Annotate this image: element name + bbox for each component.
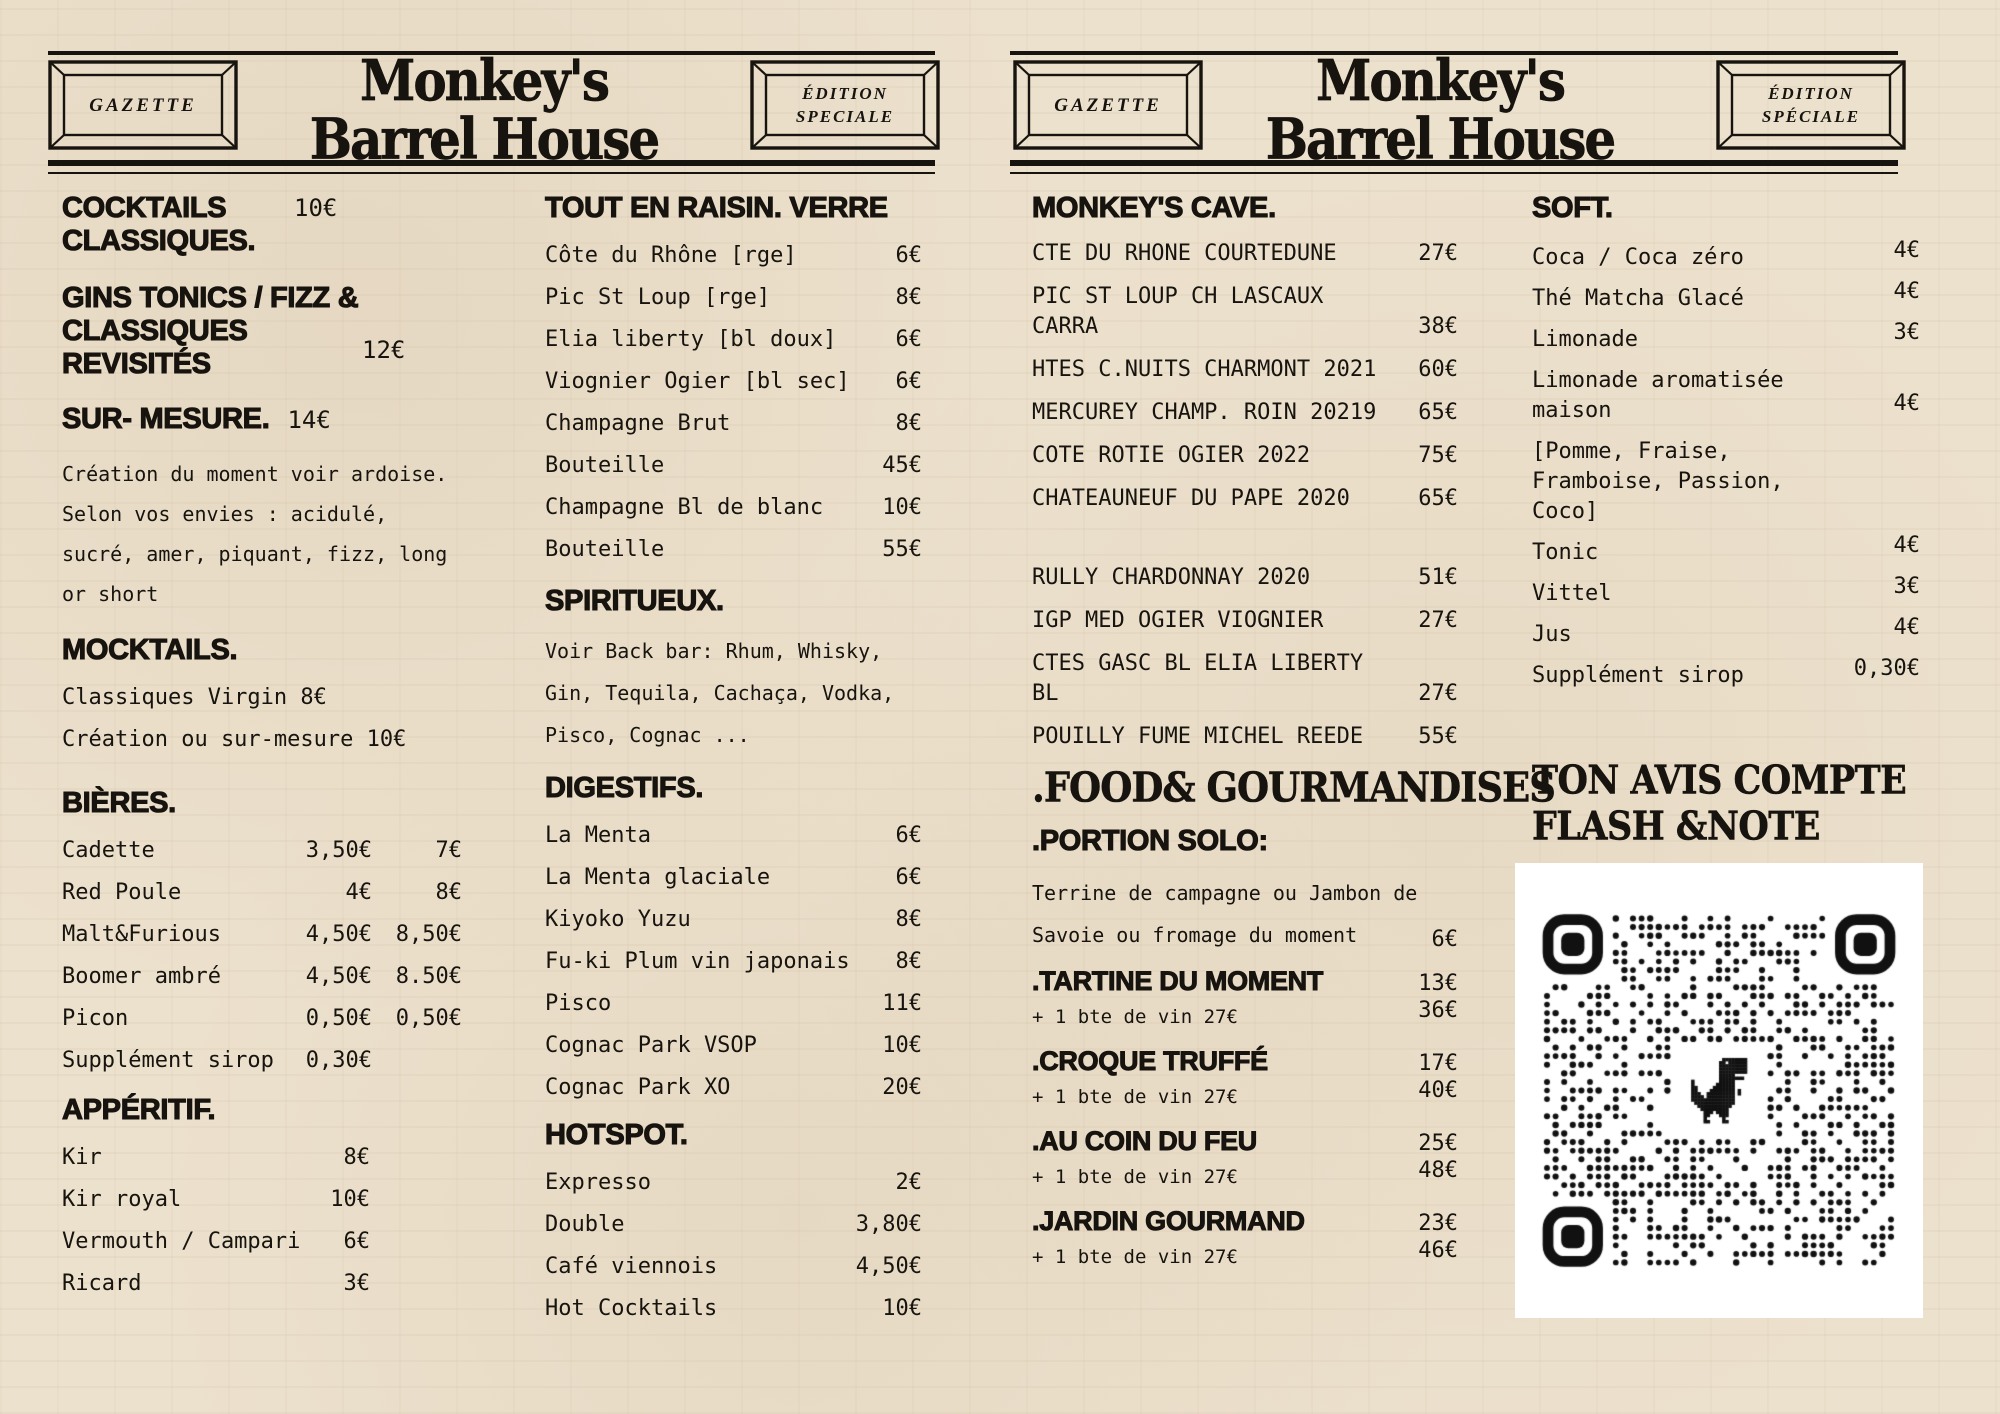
section-heading-raisin: TOUT EN RAISIN. VERRE: [545, 192, 888, 224]
item-name: Jus: [1532, 622, 1572, 647]
dish-block: [1032, 1204, 1458, 1270]
section-heading-digestifs: DIGESTIFS.: [545, 772, 704, 804]
column-cocktails: [62, 192, 462, 1311]
item-price: 3€: [1893, 574, 1920, 599]
item-price: 60€: [1418, 357, 1458, 382]
dish-sub-row: [1032, 1078, 1458, 1110]
dishes-list: [1032, 964, 1458, 1270]
item-price: 8€: [343, 1145, 370, 1170]
item-name: Supplément sirop: [62, 1048, 274, 1073]
digestifs-list: [545, 821, 922, 1103]
item-price: 51€: [1418, 565, 1458, 590]
item-price: 8€: [895, 285, 922, 310]
column-vins-spiritueux: [545, 192, 922, 1336]
item-price: 75€: [1418, 443, 1458, 468]
item-price-large: 7€: [435, 838, 462, 863]
item-name: Pic St Loup [rge]: [545, 285, 771, 310]
raisin-list: [545, 241, 922, 565]
item-name: Coca / Coca zéro: [1532, 245, 1744, 270]
section-price: 14€: [287, 406, 331, 434]
menu-item-row: [545, 1031, 922, 1061]
item-name: La Menta: [545, 823, 651, 848]
item-price: 10€: [882, 1033, 922, 1058]
item-name: Malt&Furious: [62, 922, 221, 947]
item-price: 27€: [1418, 241, 1458, 266]
menu-item-row: [62, 1046, 462, 1076]
item-name: Picon: [62, 1006, 129, 1031]
item-name: Vittel: [1532, 581, 1612, 606]
item-name: PIC ST LOUP CH LASCAUX CARRA: [1032, 284, 1324, 339]
item-name: CTE DU RHONE COURTEDUNE: [1032, 241, 1337, 266]
item-price: 2€: [895, 1170, 922, 1195]
menu-item-row: [1532, 320, 1920, 355]
item-name: Expresso: [545, 1170, 651, 1195]
cave-list-white: [1032, 563, 1458, 752]
gazette-badge-left: [48, 60, 238, 150]
item-name: Red Poule: [62, 880, 182, 905]
avis-heading: [1532, 757, 1908, 849]
item-price: 27€: [1418, 681, 1458, 706]
item-price-large: 0,50€: [395, 1006, 462, 1031]
spacer: [1032, 527, 1458, 563]
dish-row: [1032, 1044, 1458, 1078]
dish-sub-row: [1032, 998, 1458, 1030]
item-price: 10€: [330, 1187, 370, 1212]
page-title-right: [1210, 47, 1670, 172]
portion-solo-item: [1032, 872, 1458, 956]
dish-name: .TARTINE DU MOMENT: [1032, 966, 1324, 996]
dish-sub-text: + 1 bte de vin 27€: [1032, 1006, 1238, 1028]
item-price-large: 8,50€: [395, 922, 462, 947]
item-name: Champagne Brut: [545, 411, 731, 436]
item-price: 10€: [882, 1296, 922, 1321]
menu-item-row: [545, 989, 922, 1019]
menu-item-row: [545, 947, 922, 977]
dish-sub-row: [1032, 1238, 1458, 1270]
badge-line1: ÉDITION: [1768, 84, 1854, 103]
item-name: Hot Cocktails: [545, 1296, 718, 1321]
section-heading-bieres: BIÈRES.: [62, 787, 176, 819]
item-name: Bouteille: [545, 537, 665, 562]
title-line2: Barrel House: [1265, 105, 1615, 172]
menu-item-row: [545, 1210, 922, 1240]
item-price: 3€: [1893, 320, 1920, 345]
item-name: Cognac Park XO: [545, 1075, 731, 1100]
item-name: Kir royal: [62, 1187, 182, 1212]
menu-item-row: [62, 836, 462, 866]
item-price-small: 0,50€: [305, 1006, 372, 1031]
item-price: 3€: [343, 1271, 370, 1296]
item-price: 6€: [895, 369, 922, 394]
item-name: MERCUREY CHAMP. ROIN 20219: [1032, 400, 1377, 425]
dish-sub-price: 46€: [1418, 1238, 1458, 1263]
menu-item-row: [545, 905, 922, 935]
spiritueux-description: Voir Back bar: Rhum, Whisky, Gin, Tequila, Cachaça, Vodka, Pisco, Cognac ...: [545, 639, 895, 747]
dish-name: .CROQUE TRUFFÉ: [1032, 1046, 1268, 1076]
menu-item-row: [1032, 239, 1458, 269]
item-price-small: 4€: [345, 880, 372, 905]
item-price: 6€: [895, 823, 922, 848]
hotspot-list: [545, 1168, 922, 1324]
item-name: Supplément sirop: [1532, 663, 1744, 688]
item-name: Limonade: [1532, 327, 1638, 352]
avis-line1: TON AVIS COMPTE: [1532, 757, 1907, 804]
section-sur-mesure: [62, 403, 462, 436]
dish-sub-price: 48€: [1418, 1158, 1458, 1183]
menu-item-row: [1032, 398, 1458, 428]
dish-sub-text: + 1 bte de vin 27€: [1032, 1246, 1238, 1268]
item-name: Boomer ambré: [62, 964, 221, 989]
header-bottom-thin-rule-left: [48, 172, 935, 174]
section-heading: COCKTAILS CLASSIQUES.: [62, 192, 256, 257]
item-price: 45€: [882, 453, 922, 478]
item-name: COTE ROTIE OGIER 2022: [1032, 443, 1311, 468]
menu-item-row: [1032, 649, 1458, 709]
menu-item-row: [1532, 533, 1920, 568]
item-name: La Menta glaciale: [545, 865, 771, 890]
menu-item-row: [545, 367, 922, 397]
section-gins-tonics: [62, 282, 462, 381]
menu-item-row: [62, 1185, 370, 1215]
item-name: Côte du Rhône [rge]: [545, 243, 797, 268]
section-heading: SUR- MESURE.: [62, 403, 270, 435]
item-name: IGP MED OGIER VIOGNIER: [1032, 608, 1324, 633]
section-heading-spiritueux: SPIRITUEUX.: [545, 585, 724, 617]
menu-item-row: [1032, 722, 1458, 752]
dish-block: [1032, 1044, 1458, 1110]
section-heading-portion-solo: .PORTION SOLO:: [1032, 825, 1268, 857]
item-name: CTES GASC BL ELIA LIBERTY BL: [1032, 651, 1364, 706]
item-price: 6€: [1431, 927, 1458, 952]
menu-item-row: [1032, 441, 1458, 471]
item-price-large: 8.50€: [395, 964, 462, 989]
item-name: Champagne Bl de blanc: [545, 495, 824, 520]
dish-sub-text: + 1 bte de vin 27€: [1032, 1166, 1238, 1188]
edition-badge-left: [750, 60, 940, 150]
page-title-left: [254, 47, 714, 172]
dish-price: 17€: [1418, 1051, 1458, 1076]
menu-item-row: [1532, 366, 1920, 426]
item-price-small: 3,50€: [305, 838, 372, 863]
menu-item-row: [545, 821, 922, 851]
item-name: Limonade aromatisée maison: [1532, 368, 1784, 423]
menu-item-row: [545, 1252, 922, 1282]
menu-item-row: [1032, 484, 1458, 514]
item-price: 4,50€: [855, 1254, 922, 1279]
item-price: 4€: [1893, 615, 1920, 640]
avis-line2: FLASH &NOTE: [1532, 803, 1820, 850]
item-price: 6€: [343, 1229, 370, 1254]
badge-line1: ÉDITION: [802, 84, 888, 103]
section-heading-cave: MONKEY'S CAVE.: [1032, 192, 1276, 224]
menu-item-row: [62, 920, 462, 950]
dish-sub-price: 40€: [1418, 1078, 1458, 1103]
menu-item-row: [1532, 238, 1920, 273]
item-price: 55€: [882, 537, 922, 562]
menu-item-row: [1532, 615, 1920, 650]
item-name: Cognac Park VSOP: [545, 1033, 757, 1058]
item-price-small: 4,50€: [305, 964, 372, 989]
item-price: 55€: [1418, 724, 1458, 749]
item-name: Elia liberty [bl doux]: [545, 327, 837, 352]
menu-item-row: [1532, 656, 1920, 691]
column-soft-avis: [1532, 192, 1920, 850]
dish-name: .JARDIN GOURMAND: [1032, 1206, 1305, 1236]
mocktail-line: Création ou sur-mesure 10€: [62, 727, 407, 752]
menu-item-row: [545, 241, 922, 271]
item-name: Fu-ki Plum vin japonais: [545, 949, 850, 974]
dish-row: [1032, 1124, 1458, 1158]
dish-price: 25€: [1418, 1131, 1458, 1156]
section-heading-hotspot: HOTSPOT.: [545, 1119, 688, 1151]
section-heading-apperitif: APPÉRITIF.: [62, 1094, 216, 1126]
item-price: 8€: [895, 949, 922, 974]
edition-badge-right: [1716, 60, 1906, 150]
dish-row: [1032, 964, 1458, 998]
title-line2: Barrel House: [309, 105, 659, 172]
item-name: Tonic: [1532, 540, 1599, 565]
item-price: 4€: [1893, 533, 1920, 558]
item-price: 3,80€: [855, 1212, 922, 1237]
item-price: 6€: [895, 243, 922, 268]
qr-code-card: [1515, 863, 1923, 1318]
section-heading: GINS TONICS / FIZZ & CLASSIQUES REVISITÉS: [62, 282, 359, 380]
menu-item-row: [545, 1073, 922, 1103]
item-price: 6€: [895, 327, 922, 352]
menu-item-row: [545, 1294, 922, 1324]
item-name: CHATEAUNEUF DU PAPE 2020: [1032, 486, 1350, 511]
menu-item-row: [545, 283, 922, 313]
menu-item-row: [62, 1004, 462, 1034]
badge-label: GAZETTE: [89, 94, 197, 116]
dish-price: 23€: [1418, 1211, 1458, 1236]
dish-sub-row: [1032, 1158, 1458, 1190]
item-price: 6€: [895, 865, 922, 890]
item-name: Vermouth / Campari: [62, 1229, 301, 1254]
menu-item-row: [1032, 355, 1458, 385]
item-name: Bouteille: [545, 453, 665, 478]
menu-item-row: [545, 1168, 922, 1198]
section-price: 12€: [362, 336, 406, 364]
cave-list-red: [1032, 239, 1458, 514]
item-name: Double: [545, 1212, 625, 1237]
item-price: 65€: [1418, 400, 1458, 425]
badge-label: GAZETTE: [1054, 94, 1162, 116]
item-name: HTES C.NUITS CHARMONT 2021: [1032, 357, 1377, 382]
menu-item-row: [545, 451, 922, 481]
menu-item-row: [1532, 279, 1920, 314]
item-name: RULLY CHARDONNAY 2020: [1032, 565, 1311, 590]
item-name: Kir: [62, 1145, 102, 1170]
mocktails-lines: [62, 677, 462, 761]
item-name: Kiyoko Yuzu: [545, 907, 691, 932]
item-price-small: 4,50€: [305, 922, 372, 947]
title-line1: Monkey's: [359, 47, 608, 114]
item-name: Thé Matcha Glacé: [1532, 286, 1744, 311]
menu-item-row: [1032, 282, 1458, 342]
item-price: 20€: [882, 1075, 922, 1100]
menu-item-row: [62, 1269, 370, 1299]
item-price: 10€: [882, 495, 922, 520]
item-price: 11€: [882, 991, 922, 1016]
item-price-large: 8€: [435, 880, 462, 905]
food-gourmandises-heading: .FOOD& GOURMANDISES: [1032, 762, 1555, 812]
menu-item-row: [545, 535, 922, 565]
dish-sub-text: + 1 bte de vin 27€: [1032, 1086, 1238, 1108]
item-name: POUILLY FUME MICHEL REEDE: [1032, 724, 1364, 749]
menu-item-row: [62, 878, 462, 908]
section-heading-soft: SOFT.: [1532, 192, 1613, 224]
item-price: 0,30€: [1853, 656, 1920, 681]
dish-block: [1032, 964, 1458, 1030]
section-price: 10€: [294, 194, 338, 222]
sur-mesure-description: Création du moment voir ardoise. Selon vos envies : acidulé, sucré, amer, piquant, fizz, long or short: [62, 462, 448, 606]
dish-sub-price: 36€: [1418, 998, 1458, 1023]
menu-item-row: [1532, 437, 1920, 527]
dish-block: [1032, 1124, 1458, 1190]
menu-item-row: [1032, 563, 1458, 593]
item-name: Pisco: [545, 991, 612, 1016]
item-price: 4€: [1893, 391, 1920, 416]
item-name: Café viennois: [545, 1254, 718, 1279]
menu-item-row: [62, 1227, 370, 1257]
menu-item-row: [545, 493, 922, 523]
menu-item-row: [1532, 574, 1920, 609]
dish-price: 13€: [1418, 971, 1458, 996]
item-price: 4€: [1893, 238, 1920, 263]
item-price: 8€: [895, 907, 922, 932]
soft-list: [1532, 238, 1920, 691]
header-bottom-thin-rule-right: [1010, 172, 1898, 174]
menu-item-row: [62, 962, 462, 992]
badge-line2: SPÉCIALE: [1761, 107, 1861, 126]
gazette-badge-right: [1013, 60, 1203, 150]
badge-line2: SPECIALE: [795, 107, 895, 126]
item-price: 4€: [1893, 279, 1920, 304]
item-price-small: 0,30€: [305, 1048, 372, 1073]
item-name: Viognier Ogier [bl sec]: [545, 369, 850, 394]
section-cocktails-classiques: [62, 192, 362, 258]
menu-item-row: [62, 1143, 370, 1173]
menu-item-row: [545, 863, 922, 893]
qr-code-with-chrome-dino-icon: [1515, 863, 1923, 1318]
item-price: 65€: [1418, 486, 1458, 511]
mocktail-line: Classiques Virgin 8€: [62, 685, 327, 710]
menu-item-row: [1032, 606, 1458, 636]
item-name: Ricard: [62, 1271, 142, 1296]
bieres-list: [62, 836, 462, 1076]
item-name: Terrine de campagne ou Jambon de Savoie ou fromage du moment: [1032, 881, 1418, 947]
menu-item-row: [545, 409, 922, 439]
section-heading-mocktails: MOCKTAILS.: [62, 634, 238, 666]
item-price: 38€: [1418, 314, 1458, 339]
badge-label: [1716, 60, 1906, 150]
menu-item-row: [545, 325, 922, 355]
item-name: [Pomme, Fraise, Framboise, Passion, Coco]: [1532, 439, 1784, 524]
dish-row: [1032, 1204, 1458, 1238]
apperitif-list: [62, 1143, 462, 1299]
dish-name: .AU COIN DU FEU: [1032, 1126, 1258, 1156]
item-price: 8€: [895, 411, 922, 436]
item-price: 27€: [1418, 608, 1458, 633]
badge-label: [750, 60, 940, 150]
title-line1: Monkey's: [1315, 47, 1564, 114]
item-name: Cadette: [62, 838, 155, 863]
